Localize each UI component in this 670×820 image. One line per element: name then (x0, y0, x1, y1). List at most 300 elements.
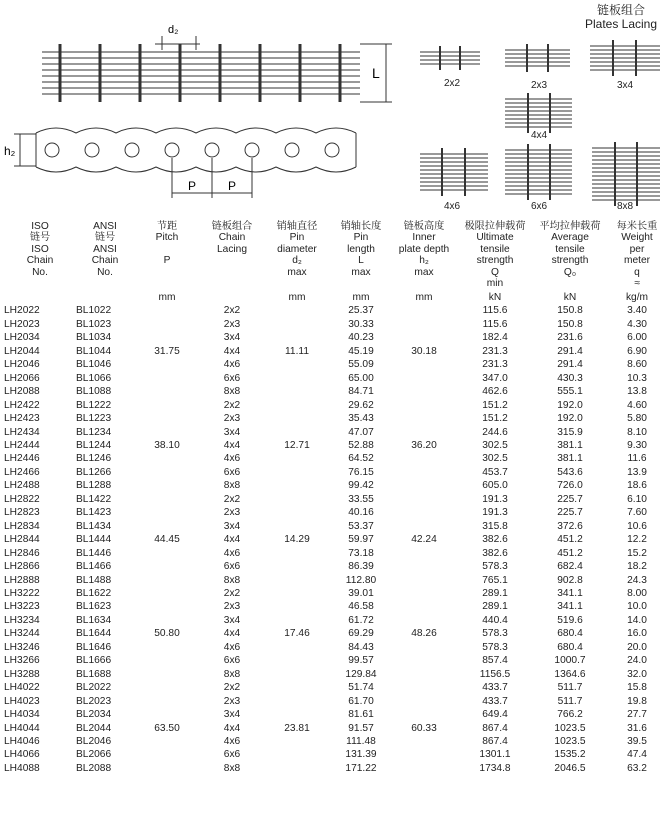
column-header (4, 221, 76, 291)
table-cell: 867.4 (482, 735, 508, 747)
table-cell: 18.2 (627, 561, 647, 573)
table-row (4, 708, 668, 721)
table-cell: 291.4 (557, 359, 583, 371)
table-cell (134, 614, 200, 627)
table-cell (392, 358, 456, 371)
table-cell: 2x3 (223, 318, 241, 330)
table-cell: 84.43 (348, 641, 374, 653)
table-cell (264, 560, 330, 573)
table-cell (264, 668, 330, 681)
table-cell: 55.09 (348, 359, 374, 371)
table-cell (264, 479, 330, 492)
table-cell: 73.18 (348, 547, 374, 559)
table-cell (134, 493, 200, 506)
chain-diagram-svg (0, 0, 670, 215)
column-header-line: Ultimate (476, 232, 514, 244)
table-cell (264, 748, 330, 761)
table-cell: BL1422 (76, 493, 112, 505)
table-cell (392, 547, 456, 560)
table-cell: 315.9 (557, 426, 583, 438)
column-header-line: 节距 (156, 221, 178, 232)
table-cell: 8x8 (223, 480, 241, 492)
table-cell: 3x4 (223, 426, 241, 438)
table-cell: 649.4 (482, 709, 508, 721)
dim-p-label-1: P (188, 179, 197, 193)
table-cell: 1734.8 (479, 762, 511, 774)
table-cell: BL1446 (76, 547, 112, 559)
table-cell (264, 493, 330, 506)
table-cell (134, 708, 200, 721)
table-cell: 605.0 (482, 480, 508, 492)
table-row (4, 695, 668, 708)
column-header-line (392, 278, 456, 289)
table-cell: 30.18 (411, 345, 437, 357)
table-cell: 10.6 (627, 520, 647, 532)
table-cell: LH3246 (4, 641, 40, 653)
table-cell: 372.6 (557, 520, 583, 532)
table-cell: 302.5 (482, 439, 508, 451)
column-header-line: 极限拉伸载荷 (464, 221, 526, 232)
table-row (4, 533, 668, 546)
units-row (4, 291, 668, 304)
table-row (4, 372, 668, 385)
table-cell (392, 385, 456, 398)
table-cell: 231.3 (482, 345, 508, 357)
table-cell: 30.33 (348, 318, 374, 330)
table-cell (392, 331, 456, 344)
table-cell: 36.20 (411, 439, 437, 451)
table-cell: 150.8 (557, 305, 583, 317)
table-cell: 6x6 (223, 655, 241, 667)
table-cell: LH4046 (4, 735, 40, 747)
table-cell: LH2046 (4, 359, 40, 371)
table-cell: 25.37 (348, 305, 374, 317)
lacing-icons (420, 40, 660, 206)
column-header-line: diameter (277, 243, 317, 255)
table-cell: 50.80 (154, 628, 180, 640)
table-cell: 1000.7 (554, 655, 586, 667)
table-cell: 231.6 (557, 332, 583, 344)
table-cell: 42.24 (411, 534, 437, 546)
table-cell: LH3234 (4, 614, 40, 626)
table-cell: 2x3 (223, 601, 241, 613)
table-cell: BL1066 (76, 372, 112, 384)
table-cell: 65.00 (348, 372, 374, 384)
table-cell: 291.4 (557, 345, 583, 357)
table-cell: 2x2 (223, 682, 241, 694)
column-header-line: ANSI (93, 221, 117, 232)
chain-side-view (14, 128, 356, 198)
table-cell: BL2046 (76, 735, 112, 747)
table-cell: 151.2 (482, 413, 508, 425)
table-row (4, 466, 668, 479)
column-header-line: Chain (91, 255, 119, 267)
table-cell (264, 547, 330, 560)
table-cell: LH2434 (4, 426, 40, 438)
table-cell: 3x4 (223, 520, 241, 532)
table-cell: 45.19 (348, 345, 374, 357)
table-cell: BL2023 (76, 695, 112, 707)
column-header-line: P (163, 254, 171, 266)
table-cell: 39.01 (348, 587, 374, 599)
table-row (4, 681, 668, 694)
lacing-title-cn: 链板组合 (596, 3, 645, 17)
table-cell: BL1022 (76, 305, 112, 317)
table-cell (392, 641, 456, 654)
table-cell: 24.3 (627, 574, 647, 586)
table-cell: BL1623 (76, 601, 112, 613)
table-cell: 451.2 (557, 534, 583, 546)
table-cell: 231.3 (482, 359, 508, 371)
table-cell: 40.23 (348, 332, 374, 344)
table-cell: 8x8 (223, 668, 241, 680)
table-cell (264, 695, 330, 708)
lacing-label-4x4: 4x4 (530, 130, 548, 141)
table-cell (264, 452, 330, 465)
table-cell (134, 668, 200, 681)
column-header (534, 221, 606, 291)
column-header-line: Pin (289, 232, 305, 244)
table-cell: BL2066 (76, 749, 112, 761)
table-cell: 1023.5 (554, 722, 586, 734)
table-cell: 9.30 (627, 439, 647, 451)
column-header-line: min (486, 278, 504, 290)
table-cell: 4x4 (223, 345, 241, 357)
table-cell: 726.0 (557, 480, 583, 492)
table-row (4, 385, 668, 398)
table-cell: BL1044 (76, 345, 112, 357)
table-cell: 6x6 (223, 749, 241, 761)
table-cell (264, 681, 330, 694)
table-cell: 1156.5 (479, 668, 511, 680)
table-cell: 129.84 (345, 668, 377, 680)
table-cell: LH2422 (4, 399, 40, 411)
table-cell: 23.81 (284, 722, 310, 734)
column-header-line: Pin (353, 232, 369, 244)
table-cell: 2x3 (223, 695, 241, 707)
table-row (4, 560, 668, 573)
table-cell (264, 641, 330, 654)
table-row (4, 762, 668, 775)
table-cell: 433.7 (482, 695, 508, 707)
table-cell: 20.0 (627, 641, 647, 653)
table-cell (134, 560, 200, 573)
table-cell: 4x6 (223, 641, 241, 653)
table-cell: BL1244 (76, 439, 112, 451)
table-cell (392, 506, 456, 519)
table-cell: LH4044 (4, 722, 40, 734)
table-cell: BL1023 (76, 318, 112, 330)
table-cell (264, 358, 330, 371)
column-header-line: h₂ (419, 255, 429, 267)
table-cell (392, 560, 456, 573)
table-cell: BL1423 (76, 507, 112, 519)
table-cell: LH4066 (4, 749, 40, 761)
column-header-line: max (287, 266, 307, 278)
table-cell: BL1046 (76, 359, 112, 371)
table-cell (264, 708, 330, 721)
table-cell (392, 587, 456, 600)
table-cell: BL1666 (76, 655, 112, 667)
table-cell: 555.1 (557, 386, 583, 398)
lacing-label-6x6: 6x6 (530, 201, 548, 212)
table-cell: 440.4 (482, 614, 508, 626)
table-cell: LH2034 (4, 332, 40, 344)
table-row (4, 452, 668, 465)
table-cell: 4x6 (223, 453, 241, 465)
chain-drawing (0, 0, 670, 215)
column-header-line (134, 244, 200, 255)
table-cell: LH3222 (4, 587, 40, 599)
table-cell: 31.75 (154, 345, 180, 357)
column-header-line (134, 266, 200, 277)
unit-cell: mm (352, 292, 370, 303)
table-cell (264, 318, 330, 331)
table-cell: 578.3 (482, 628, 508, 640)
table-cell: 31.6 (627, 722, 647, 734)
table-cell: 32.0 (627, 668, 647, 680)
table-cell (134, 547, 200, 560)
table-cell (264, 654, 330, 667)
table-row (4, 426, 668, 439)
column-header (330, 221, 392, 291)
table-cell: 857.4 (482, 655, 508, 667)
table-cell: BL2034 (76, 709, 112, 721)
table-cell: LH2888 (4, 574, 40, 586)
table-cell (264, 304, 330, 317)
table-cell (392, 452, 456, 465)
table-cell: BL1266 (76, 466, 112, 478)
table-cell: 867.4 (482, 722, 508, 734)
table-cell: 192.0 (557, 413, 583, 425)
table-cell: 51.74 (348, 682, 374, 694)
table-row (4, 627, 668, 640)
column-header (264, 221, 330, 291)
column-header (456, 221, 534, 291)
table-cell: 63.2 (627, 762, 647, 774)
table-cell: 4x6 (223, 547, 241, 559)
column-header-line (200, 277, 264, 288)
table-cell: LH2044 (4, 345, 40, 357)
table-cell: 112.80 (345, 574, 377, 586)
column-header-line: Average (551, 232, 589, 244)
table-cell: 451.2 (557, 547, 583, 559)
table-cell: BL1234 (76, 426, 112, 438)
table-row (4, 748, 668, 761)
column-header-line: Q (491, 266, 499, 278)
table-cell: 578.3 (482, 641, 508, 653)
table-row (4, 520, 668, 533)
table-cell: 4x4 (223, 722, 241, 734)
column-header-line: 链板高度 (403, 221, 445, 232)
column-header (200, 221, 264, 291)
table-row (4, 412, 668, 425)
unit-cell: mm (415, 292, 433, 303)
table-cell: 64.52 (348, 453, 374, 465)
table-cell (264, 426, 330, 439)
table-cell: 225.7 (557, 493, 583, 505)
table-cell: 8.10 (627, 426, 647, 438)
table-cell: 6x6 (223, 466, 241, 478)
table-cell: 11.6 (627, 453, 647, 465)
table-cell: 29.62 (348, 399, 374, 411)
table-cell (134, 520, 200, 533)
table-cell: 10.0 (627, 601, 647, 613)
table-cell (264, 762, 330, 775)
table-row (4, 399, 668, 412)
table-cell: 462.6 (482, 386, 508, 398)
table-cell: 511.7 (557, 682, 583, 694)
column-header-line (4, 278, 76, 289)
table-row (4, 654, 668, 667)
table-cell: 4.30 (627, 318, 647, 330)
table-cell: 84.71 (348, 386, 374, 398)
table-cell (264, 600, 330, 613)
lacing-label-8x8: 8x8 (616, 201, 634, 212)
table-cell: LH2823 (4, 507, 40, 519)
table-cell: BL1488 (76, 574, 112, 586)
table-cell: 381.1 (557, 439, 583, 451)
table-cell (264, 574, 330, 587)
table-cell: 59.97 (348, 534, 374, 546)
lacing-title (574, 3, 668, 31)
table-cell: BL2088 (76, 762, 112, 774)
table-cell: 4x4 (223, 628, 241, 640)
table-cell: 44.45 (154, 534, 180, 546)
lacing-label-4x6: 4x6 (443, 201, 461, 212)
table-cell: 60.33 (411, 722, 437, 734)
table-cell: BL1444 (76, 534, 112, 546)
table-cell: 14.0 (627, 614, 647, 626)
table-cell: 765.1 (482, 574, 508, 586)
table-cell: BL1688 (76, 668, 112, 680)
table-cell (392, 412, 456, 425)
table-cell (392, 762, 456, 775)
table-cell: 86.39 (348, 561, 374, 573)
table-cell: 381.1 (557, 453, 583, 465)
table-cell (134, 304, 200, 317)
column-header-line: L (358, 255, 364, 267)
table-cell: BL1466 (76, 561, 112, 573)
table-cell: 3x4 (223, 614, 241, 626)
table-cell: 17.46 (284, 628, 310, 640)
table-cell (264, 735, 330, 748)
column-header-line: max (414, 266, 434, 278)
table-cell: 382.6 (482, 547, 508, 559)
table-body (4, 304, 668, 775)
column-header-line (534, 278, 606, 289)
table-cell: 171.22 (345, 762, 377, 774)
table-cell: LH2444 (4, 439, 40, 451)
table-cell (392, 708, 456, 721)
table-cell: LH2466 (4, 466, 40, 478)
table-cell: 27.7 (627, 709, 647, 721)
table-cell (264, 614, 330, 627)
column-header-line: 链号 (94, 232, 116, 244)
table-cell: BL1222 (76, 399, 112, 411)
table-cell (392, 520, 456, 533)
table-cell (392, 304, 456, 317)
table-cell (392, 479, 456, 492)
table-cell: BL1246 (76, 453, 112, 465)
table-cell: LH2834 (4, 520, 40, 532)
table-cell: 8x8 (223, 574, 241, 586)
column-header-line: No. (32, 266, 48, 278)
table-cell: 15.8 (627, 682, 647, 694)
column-header-line (200, 266, 264, 277)
table-cell: 61.70 (348, 695, 374, 707)
table-cell: BL1646 (76, 641, 112, 653)
table-cell (134, 412, 200, 425)
table-cell: LH2088 (4, 386, 40, 398)
table-cell: 302.5 (482, 453, 508, 465)
table-header (4, 221, 668, 304)
table-cell: 6x6 (223, 561, 241, 573)
table-cell: 24.0 (627, 655, 647, 667)
table-cell: 2x2 (223, 587, 241, 599)
spec-table (4, 221, 668, 775)
dim-d2-label: d₂ (168, 24, 179, 36)
table-cell (392, 600, 456, 613)
table-cell: 4x6 (223, 359, 241, 371)
table-cell: 111.48 (346, 735, 376, 747)
table-row (4, 600, 668, 613)
column-header-line: 销轴直径 (276, 221, 318, 232)
header-row (4, 221, 668, 291)
table-cell: LH2844 (4, 534, 40, 546)
column-header-line (264, 278, 330, 289)
column-header-line: meter (623, 255, 651, 267)
table-cell: 99.57 (348, 655, 374, 667)
column-header-line: 平均拉伸载荷 (539, 221, 601, 232)
table-cell: 6.00 (627, 332, 647, 344)
table-cell: 69.29 (348, 628, 374, 640)
table-cell: 131.39 (345, 749, 377, 761)
table-cell: 47.4 (627, 749, 647, 761)
table-row (4, 668, 668, 681)
column-header-line: ≈ (634, 278, 640, 290)
table-cell (264, 520, 330, 533)
table-cell: 12.2 (627, 534, 647, 546)
table-cell: 902.8 (557, 574, 583, 586)
table-cell (264, 385, 330, 398)
column-header-line: Chain (218, 232, 246, 244)
lacing-label-2x2: 2x2 (443, 78, 461, 89)
table-cell: 115.6 (482, 305, 508, 317)
table-cell (392, 318, 456, 331)
table-cell: 433.7 (482, 682, 508, 694)
table-cell: BL1034 (76, 332, 112, 344)
column-header-line: strength (551, 255, 589, 267)
table-cell: 6.10 (627, 493, 647, 505)
column-header-line: Weight (621, 232, 653, 244)
table-cell: 151.2 (482, 399, 508, 411)
table-cell: 48.26 (411, 628, 437, 640)
table-cell: 40.16 (348, 507, 374, 519)
table-cell: BL2044 (76, 722, 112, 734)
table-cell: 14.29 (284, 534, 310, 546)
table-cell (264, 466, 330, 479)
table-cell: LH4034 (4, 709, 40, 721)
table-cell: 1535.2 (554, 749, 586, 761)
table-cell: LH2866 (4, 561, 40, 573)
table-cell: 7.60 (627, 507, 647, 519)
table-cell: 347.0 (482, 372, 508, 384)
table-cell: 1023.5 (554, 735, 586, 747)
table-cell (392, 668, 456, 681)
table-cell: BL2022 (76, 682, 112, 694)
column-header-line: ISO (31, 221, 49, 232)
